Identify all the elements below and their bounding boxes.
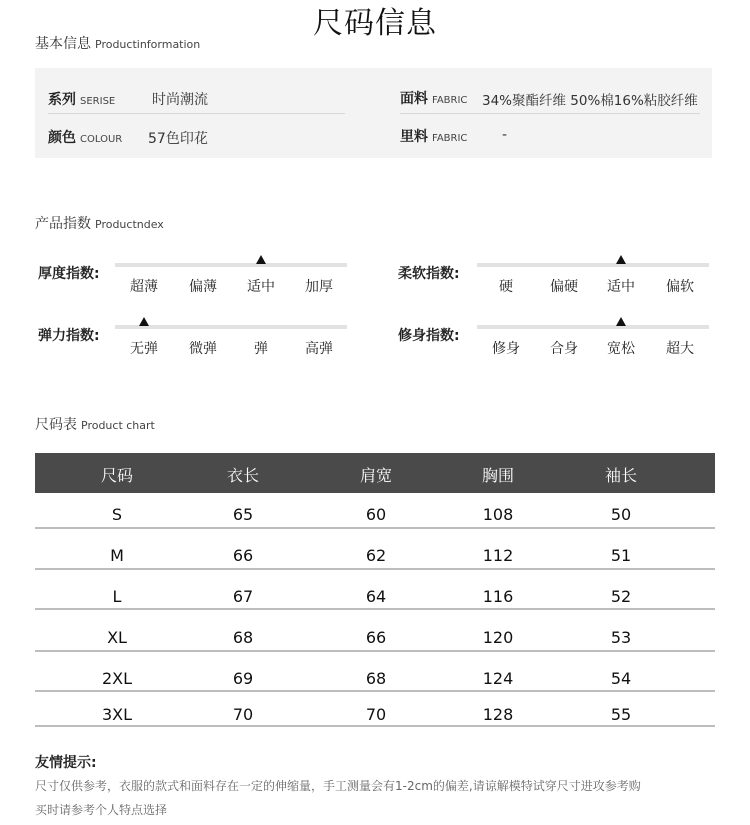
elasticity-option-2: 微弹	[189, 341, 217, 357]
elasticity-option-1: 无弹	[130, 341, 158, 357]
fit-option-4: 超大	[666, 341, 694, 357]
table-cell: 64	[365, 587, 387, 606]
product-index-title: 产品指数	[35, 216, 91, 232]
tips-title: 友情提示:	[35, 755, 97, 771]
size-chart-title: 尺码表	[35, 417, 77, 433]
table-cell: L	[112, 587, 122, 606]
table-cell: XL	[107, 628, 127, 647]
color-label	[48, 127, 122, 147]
table-cell: 70	[365, 705, 387, 724]
fabric-label-text: 面料	[400, 91, 428, 107]
elasticity-index-track	[115, 325, 347, 329]
softness-index-marker	[616, 255, 626, 264]
row-divider	[35, 568, 715, 570]
color-label-text: 颜色	[48, 130, 76, 146]
fit-index-track	[477, 325, 709, 329]
table-cell: 116	[482, 587, 514, 606]
lining-label	[400, 126, 467, 146]
elasticity-index-label: 弹力指数:	[38, 328, 100, 344]
table-cell: 2XL	[101, 669, 133, 688]
table-cell: 3XL	[101, 705, 133, 724]
series-value: 时尚潮流	[152, 92, 208, 108]
series-label-text: 系列	[48, 92, 76, 108]
header-length: 衣长	[226, 466, 259, 485]
fit-index-label: 修身指数:	[398, 328, 460, 344]
table-cell: 124	[482, 669, 514, 688]
row-divider	[35, 690, 715, 692]
elasticity-option-4: 高弹	[305, 341, 333, 357]
lining-label-en: FABRIC	[432, 133, 468, 144]
series-divider	[48, 113, 345, 114]
row-divider	[35, 650, 715, 652]
lining-label-text: 里料	[400, 129, 428, 145]
basic-info-heading	[35, 33, 200, 53]
table-cell: 60	[365, 505, 387, 524]
tips-line-2: 买时请参考个人特点选择	[35, 803, 168, 817]
table-cell: 67	[232, 587, 254, 606]
thickness-option-3: 适中	[247, 279, 275, 295]
thickness-index-track	[115, 263, 347, 267]
thickness-index-marker	[256, 255, 266, 264]
header-shoulder: 肩宽	[359, 466, 392, 485]
size-table-header	[35, 453, 715, 493]
series-label	[48, 89, 115, 109]
table-cell: 112	[482, 546, 514, 565]
table-cell: 51	[610, 546, 632, 565]
product-index-title-en: Productndex	[95, 218, 164, 231]
header-chest: 胸围	[481, 466, 514, 485]
fit-index-marker	[616, 317, 626, 326]
softness-index-track	[477, 263, 709, 267]
fit-option-3: 宽松	[607, 341, 635, 357]
table-cell: 108	[482, 505, 514, 524]
size-chart-title-en: Product chart	[81, 419, 155, 432]
lining-value: -	[502, 127, 508, 143]
header-sleeve: 袖长	[604, 466, 637, 485]
table-cell: M	[110, 546, 124, 565]
softness-option-2: 偏硬	[550, 279, 578, 295]
series-label-en: SERISE	[80, 96, 116, 107]
basic-info-title: 基本信息	[35, 36, 91, 52]
thickness-option-2: 偏薄	[189, 279, 217, 295]
table-cell: 70	[232, 705, 254, 724]
fabric-label-en: FABRIC	[432, 95, 468, 106]
table-cell: 66	[365, 628, 387, 647]
table-cell: 52	[610, 587, 632, 606]
header-size: 尺码	[100, 466, 133, 485]
row-divider	[35, 527, 715, 529]
color-label-en: COLOUR	[80, 134, 123, 145]
row-divider	[35, 725, 715, 727]
table-cell: S	[111, 505, 123, 524]
table-cell: 62	[365, 546, 387, 565]
table-cell: 66	[232, 546, 254, 565]
fabric-label	[400, 88, 467, 108]
table-cell: 120	[482, 628, 514, 647]
table-cell: 54	[610, 669, 632, 688]
softness-index-label: 柔软指数:	[398, 266, 460, 282]
softness-option-1: 硬	[499, 279, 513, 295]
basic-info-title-en: Productinformation	[95, 38, 201, 51]
table-cell: 55	[610, 705, 632, 724]
table-cell: 69	[232, 669, 254, 688]
tips-line-1: 尺寸仅供参考，衣服的款式和面料存在一定的伸缩量，手工测量会有1-2cm的偏差,请谅解模特试穿尺寸进攻参考购	[35, 779, 641, 793]
table-cell: 65	[232, 505, 254, 524]
elasticity-index-marker	[139, 317, 149, 326]
elasticity-option-3: 弹	[254, 341, 268, 357]
fabric-divider	[400, 113, 700, 114]
table-cell: 128	[482, 705, 514, 724]
table-cell: 50	[610, 505, 632, 524]
softness-option-3: 适中	[607, 279, 635, 295]
fit-option-2: 合身	[550, 341, 578, 357]
row-divider	[35, 608, 715, 610]
table-cell: 68	[365, 669, 387, 688]
page-title: 尺码信息	[313, 6, 437, 41]
thickness-option-4: 加厚	[305, 279, 333, 295]
size-chart-heading	[35, 414, 155, 434]
thickness-option-1: 超薄	[130, 279, 158, 295]
fit-option-1: 修身	[492, 341, 520, 357]
product-index-heading	[35, 213, 164, 233]
color-value: 57色印花	[148, 131, 208, 147]
table-cell: 68	[232, 628, 254, 647]
softness-option-4: 偏软	[666, 279, 694, 295]
fabric-value: 34%聚酯纤维 50%棉16%粘胶纤维	[482, 93, 698, 109]
table-cell: 53	[610, 628, 632, 647]
thickness-index-label: 厚度指数:	[38, 266, 100, 282]
